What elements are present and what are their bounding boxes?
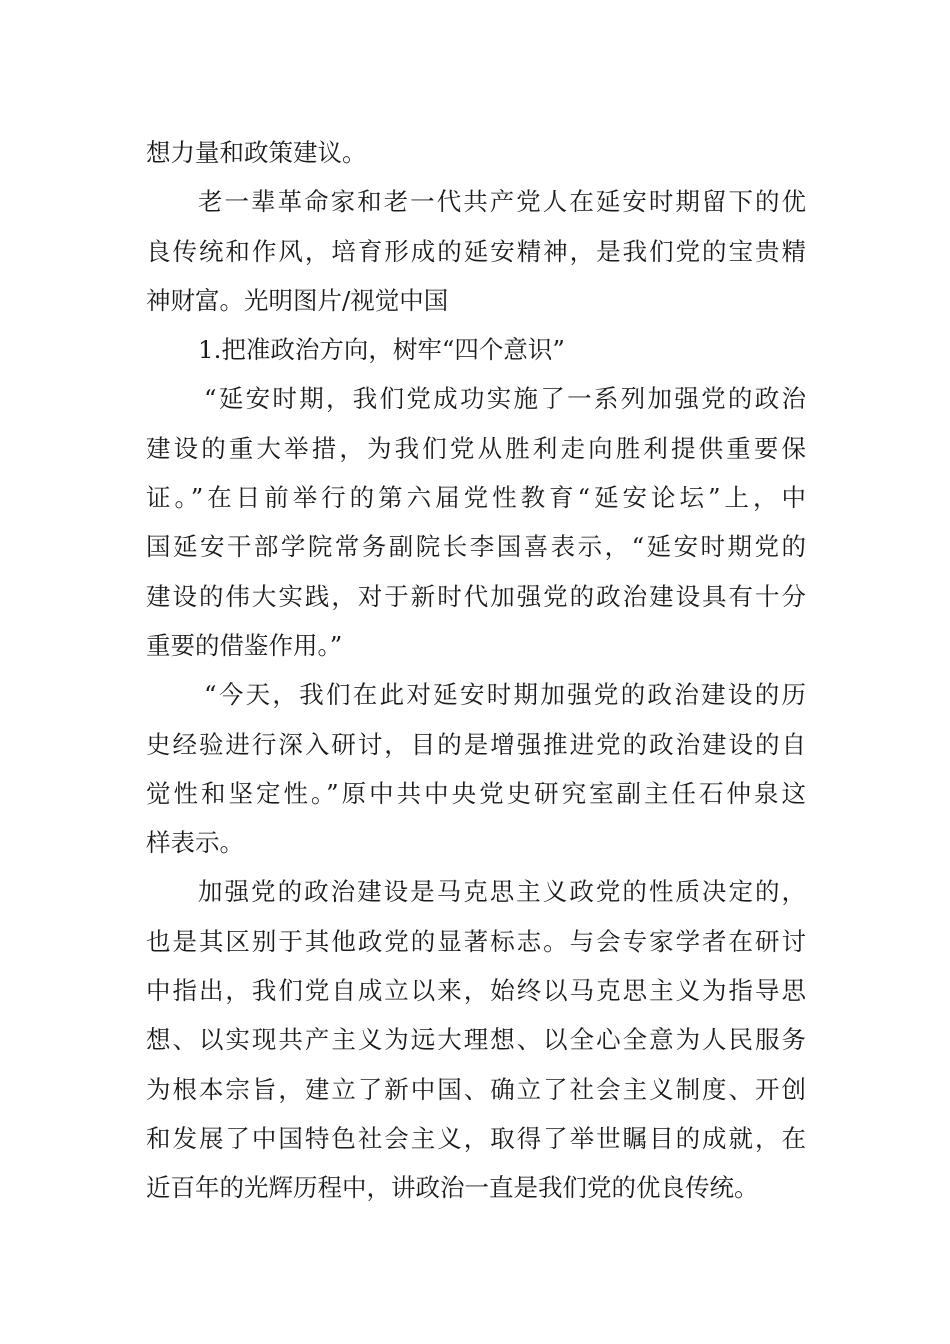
- paragraph-line: 样表示。: [146, 828, 244, 858]
- paragraph-line: 史经验进行深入研讨，目的是增强推进党的政治建设的自: [146, 729, 806, 759]
- paragraph-line: 良传统和作风，培育形成的延安精神，是我们党的宝贵精: [146, 236, 806, 266]
- paragraph-line: 重要的借鉴作用。”: [146, 630, 343, 660]
- paragraph-line: 也是其区别于其他政党的显著标志。与会专家学者在研讨: [146, 926, 806, 956]
- paragraph-line: 近百年的光辉历程中，讲政治一直是我们党的优良传统。: [146, 1173, 759, 1203]
- paragraph-line: 中指出，我们党自成立以来，始终以马克思主义为指导思: [146, 976, 806, 1006]
- section-heading: 1.把准政治方向，树牢“四个意识”: [198, 335, 565, 365]
- paragraph-line: 想力量和政策建议。: [146, 138, 367, 167]
- paragraph-line: 加强党的政治建设是马克思主义政党的性质决定的，: [198, 877, 806, 907]
- paragraph-line: 神财富。光明图片/视觉中国: [146, 285, 449, 315]
- paragraph-line: 觉性和坚定性。”原中共中央党史研究室副主任石仲泉这: [146, 778, 806, 808]
- paragraph-line: 建设的伟大实践，对于新时代加强党的政治建设具有十分: [146, 581, 806, 611]
- paragraph-line: 建设的重大举措，为我们党从胜利走向胜利提供重要保: [146, 433, 806, 463]
- paragraph-line: 为根本宗旨，建立了新中国、确立了社会主义制度、开创: [146, 1074, 806, 1104]
- paragraph-line: 想、以实现共产主义为远大理想、以全心全意为人民服务: [146, 1025, 806, 1055]
- paragraph-line: 老一辈革命家和老一代共产党人在延安时期留下的优: [198, 187, 806, 217]
- article-body: [146, 128, 806, 1213]
- paragraph-line: “延安时期，我们党成功实施了一系列加强党的政治: [204, 384, 806, 414]
- paragraph-line: 和发展了中国特色社会主义，取得了举世瞩目的成就，在: [146, 1123, 806, 1153]
- paragraph-line: “今天，我们在此对延安时期加强党的政治建设的历: [204, 680, 806, 710]
- paragraph-line: 证。”在日前举行的第六届党性教育“延安论坛”上，中: [146, 483, 806, 513]
- paragraph-line: 国延安干部学院常务副院长李国喜表示，“延安时期党的: [146, 532, 806, 562]
